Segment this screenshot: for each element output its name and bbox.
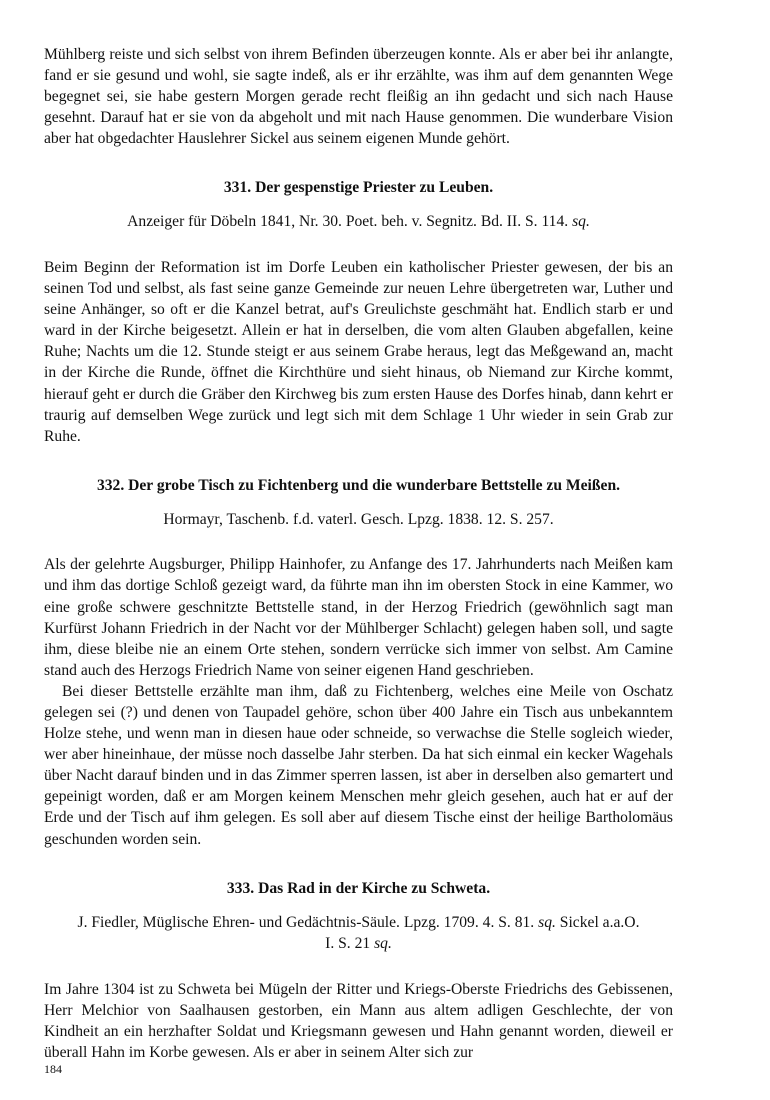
section-source-332 bbox=[44, 509, 673, 531]
source-italic: sq. bbox=[572, 213, 590, 231]
source-line2-italic: sq. bbox=[374, 935, 392, 953]
source-tail: Sickel a.a.O. bbox=[559, 913, 640, 931]
source-text: Anzeiger für Döbeln 1841, Nr. 30. Poet. beh. v. Segnitz. Bd. II. S. 114. bbox=[127, 213, 569, 231]
section-heading-331: 331. Der gespenstige Priester zu Leuben. bbox=[223, 179, 494, 197]
section-heading-332: 332. Der grobe Tisch zu Fichtenberg und die wunderbare Bettstelle zu Meißen. bbox=[96, 476, 621, 494]
section-paragraph-332-1: Als der gelehrte Augsburger, Philipp Hainhofer, zu Anfange des 17. Jahrhunderts nach Meißen kam und ihm das dortige Schloß gezeigt ward, da führte man ihn im obersten Stock in eine Kammer, wo eine große schwere geschnitzte Bettstelle stand, in der Herzog Friedrich (gewöhnlich sagt man Kurfürst Johann Friedrich in der Nacht vor der Mühlberger Schlacht) gelegen haben soll, und sagte ihm, diese bleibe nie an einem Orte stehen, sondern verrücke sich immer von selbst. Am Camine stand auch des Herzogs Friedrich Name von seiner eigenen Hand geschrieben. bbox=[44, 556, 673, 679]
section-paragraph-333-1: Im Jahre 1304 ist zu Schweta bei Mügeln der Ritter und Kriegs-Oberste Friedrichs des Gebissenen, Herr Melchior von Saalhausen gestorben, ein Mann aus altem adligen Geschlechte, der von Kindheit an ein herzhafter Soldat und Kriegsmann gewesen und Hahn genannt worden, dieweil er überall Hahn im Korbe gewesen. Als er aber in seinem Alter sich zur bbox=[44, 980, 673, 1061]
section-source-331 bbox=[44, 211, 673, 233]
section-source-333 bbox=[44, 912, 673, 955]
intro-paragraph: Mühlberg reiste und sich selbst von ihrem Befinden überzeugen konnte. Als er aber bei ihr anlangte, fand er sie gesund und wohl, sie sagte indeß, als er ihr erzählte, was ihm auf dem genannten Wege begegnet sei, sie habe gestern Morgen gerade recht fleißig an ihn gedacht und sich nach Hause gesehnt. Darauf hat er sie von da abgeholt und mit nach Hause genommen. Die wunderbare Vision aber hat obgedachter Hauslehrer Sickel aus seinem eigenen Munde gehört. bbox=[44, 46, 673, 148]
page-number: 184 bbox=[44, 1062, 62, 1076]
source-line2: I. S. 21 bbox=[325, 935, 371, 953]
source-text: J. Fiedler, Müglische Ehren- und Gedächtnis-Säule. Lpzg. 1709. 4. S. 81. bbox=[77, 913, 535, 931]
book-page bbox=[44, 44, 673, 1063]
section-heading-333: 333. Das Rad in der Kirche zu Schweta. bbox=[226, 879, 491, 897]
section-paragraph-331-1: Beim Beginn der Reformation ist im Dorfe Leuben ein katholischer Priester gewesen, der bis an seinen Tod und selbst, als fast seine ganze Gemeinde zur neuen Lehre übergetreten war, Luther und seine Anhänger, so oft er die Kanzel betrat, auf's Greulichste geschmäht hat. Endlich starb er und ward in der Kirche beigesetzt. Allein er hat in derselben, die vom alten Glauben abgefallen, keine Ruhe; Nachts um die 12. Stunde steigt er aus seinem Grabe heraus, legt das Meßgewand an, macht in der Kirche die Runde, öffnet die Kirchthüre und sieht hinaus, ob Niemand zur Kirche kommt, hierauf geht er durch die Gräber den Kirchweg bis zum ersten Hause des Dorfes hinab, dann kehrt er traurig auf demselben Wege zurück und legt sich mit dem Schlage 1 Uhr wieder in sein Grab zur Ruhe. bbox=[44, 258, 673, 445]
source-text: Hormayr, Taschenb. f.d. vaterl. Gesch. Lpzg. 1838. 12. S. 257. bbox=[163, 510, 554, 528]
section-paragraph-332-2: Bei dieser Bettstelle erzählte man ihm, daß zu Fichtenberg, welches eine Meile von Oschatz gelegen sei (?) und denen von Taupadel gehöre, schon über 400 Jahre ein Tisch aus unbekanntem Holze stehe, und wenn man in diesen haue oder schneide, so verwachse die Stelle sogleich wieder, wer aber hineinhaue, der müsse noch dasselbe Jahr sterben. Da hat sich einmal ein kecker Wagehals über Nacht darauf binden und in das Zimmer sperren lassen, ist aber in derselben also gemartert und gepeinigt worden, daß er am Morgen keinem Menschen mehr gleich gesehen, auch hat er auf der Erde und der Tisch auf ihm gelegen. Es soll aber auf diesem Tische einst der heilige Bartholomäus geschunden worden sein. bbox=[44, 682, 673, 848]
source-italic: sq. bbox=[538, 913, 556, 931]
